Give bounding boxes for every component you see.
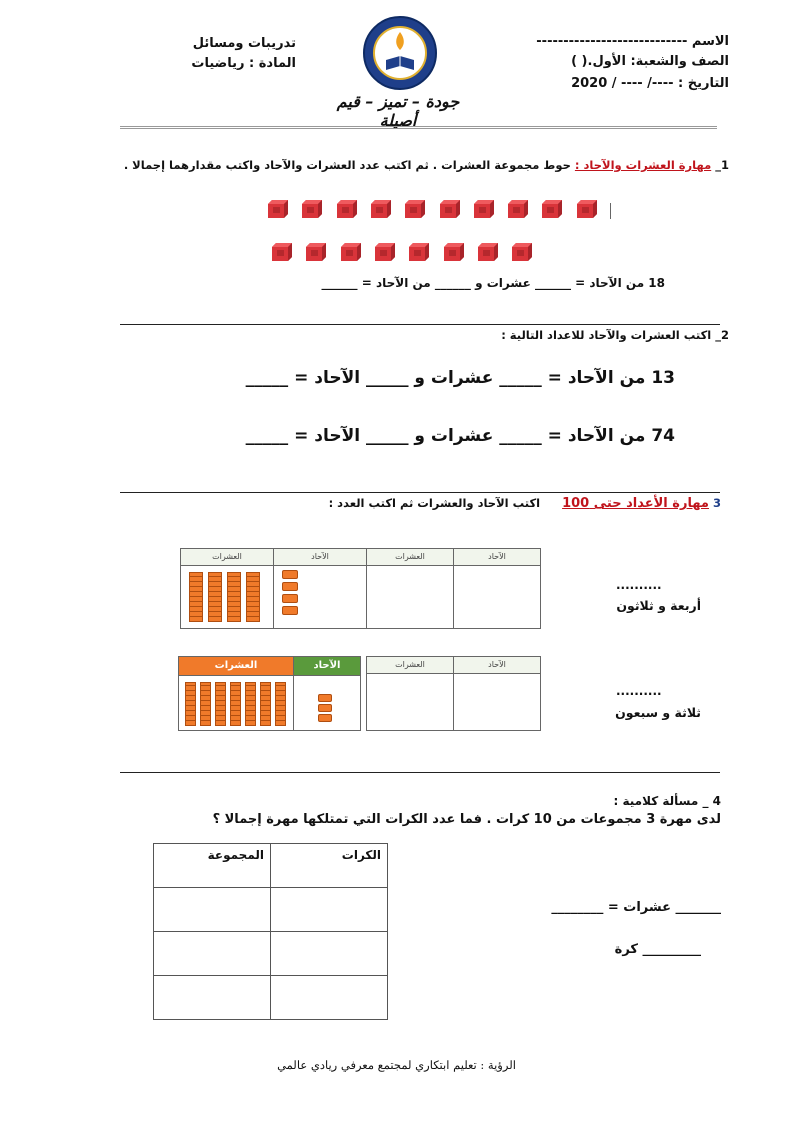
ten-rod (260, 682, 271, 726)
q3-heading (221, 496, 721, 511)
student-name-field[interactable]: الاسم ---------------------------- (536, 34, 729, 49)
q1-answer-line[interactable]: 18 من الآحاد = ______ عشرات و ______ من الآحاد = ______ (321, 276, 665, 290)
table-cell[interactable] (271, 976, 388, 1020)
class-section-field[interactable]: الصف والشعبة: الأول.( ) (571, 54, 729, 69)
q2-line-74[interactable]: 74 من الآحاد = _____ عشرات و _____ الآحاد = _____ (245, 426, 675, 446)
one-unit (282, 570, 298, 579)
header-divider (120, 126, 717, 129)
q1-skill-title: مهارة العشرات والآحاد : (574, 158, 712, 172)
ten-rod (208, 572, 222, 622)
section-divider-1 (120, 324, 720, 325)
unit-cube (438, 198, 460, 218)
ones-header: الآحاد (274, 549, 366, 565)
document-title: تدريبات ومسائل (192, 36, 296, 51)
table-cell[interactable] (271, 932, 388, 976)
school-logo (362, 14, 438, 92)
table-cell[interactable] (154, 976, 271, 1020)
unit-cube (339, 241, 361, 261)
ten-rod (245, 682, 256, 726)
q2-line-13[interactable]: 13 من الآحاد = _____ عشرات و _____ الآحاد = _____ (245, 368, 675, 388)
unit-cube (575, 198, 597, 218)
q1-heading (89, 158, 729, 172)
unit-cube (476, 241, 498, 261)
q3-skill-title: مهارة الأعداد حتى 100 (562, 496, 709, 511)
unit-cube (442, 241, 464, 261)
ten-rod (227, 572, 241, 622)
circle-marker (610, 203, 611, 219)
q3-row2-number-blank[interactable]: .......... (616, 684, 662, 698)
one-unit (318, 714, 332, 722)
table-cell[interactable] (154, 888, 271, 932)
unit-cube (373, 241, 395, 261)
section-divider-2 (120, 492, 720, 493)
q4-answer-tens[interactable]: _______ عشرات = ________ (551, 900, 721, 915)
unit-cube (403, 198, 425, 218)
ten-rod (246, 572, 260, 622)
q3-instruction: اكتب الآحاد والعشرات ثم اكتب العدد : (328, 496, 541, 510)
footer-vision: الرؤية : تعليم ابتكاري لمجتمع معرفي ريادي عالمي (277, 1058, 516, 1072)
one-unit (282, 606, 298, 615)
tens-answer-cell[interactable] (367, 674, 454, 731)
ten-rod (215, 682, 226, 726)
q3-row1-pictured-table (180, 548, 367, 629)
one-unit (282, 594, 298, 603)
unit-cube (369, 198, 391, 218)
ten-rod (275, 682, 286, 726)
unit-cube (540, 198, 562, 218)
unit-cube (304, 241, 326, 261)
ones-header: الآحاد (454, 657, 540, 673)
table-cell[interactable] (271, 888, 388, 932)
ones-header: الآحاد (294, 657, 360, 675)
unit-cube (266, 198, 288, 218)
tens-header: العشرات (367, 549, 453, 565)
q4-answer-balls[interactable]: _________ كرة (614, 942, 701, 957)
subject-label: المادة : رياضيات (191, 56, 296, 71)
unit-cube (472, 198, 494, 218)
unit-cube (510, 241, 532, 261)
q4-balls-table[interactable] (153, 843, 388, 1020)
ones-header: الآحاد (454, 549, 540, 565)
tens-header: العشرات (179, 657, 293, 675)
ten-rod (230, 682, 241, 726)
q1-instruction: حوط مجموعة العشرات . ثم اكتب عدد العشرات والآحاد واكتب مقدارهما إجمالا . (123, 158, 571, 172)
q4-heading: 4 _ مسألة كلامية : (613, 794, 721, 808)
q2-heading: 2_ اكتب العشرات والآحاد للاعداد التالية : (501, 328, 729, 342)
unit-cube (270, 241, 292, 261)
tens-header: العشرات (367, 657, 453, 673)
q4-problem: لدى مهرة 3 مجموعات من 10 كرات . فما عدد الكرات التي تمتلكها مهرة إجمالا ؟ (212, 812, 721, 827)
tens-header: العشرات (181, 549, 273, 565)
q3-row1-word: أربعة و ثلاثون (616, 598, 701, 613)
date-field[interactable]: التاريخ : ----/ ---- / 2020 (571, 76, 729, 91)
ten-rod (185, 682, 196, 726)
section-divider-3 (120, 772, 720, 773)
col-group-header: المجموعة (154, 844, 271, 888)
one-unit (318, 704, 332, 712)
q3-row2-answer-table[interactable] (366, 656, 541, 731)
unit-cube (300, 198, 322, 218)
school-motto: جودة – تميز – قيم أصيلة (336, 92, 460, 130)
unit-cube (506, 198, 528, 218)
ones-answer-cell[interactable] (454, 566, 541, 629)
q3-row2-word: ثلاثة و سبعون (615, 705, 701, 720)
tens-answer-cell[interactable] (367, 566, 454, 629)
q3-row2-pictured-table (178, 656, 361, 731)
ones-answer-cell[interactable] (454, 674, 541, 731)
q1-number: 1_ (715, 158, 729, 172)
col-balls-header: الكرات (271, 844, 388, 888)
one-unit (282, 582, 298, 591)
ten-rod (200, 682, 211, 726)
q3-row1-answer-table[interactable] (366, 548, 541, 629)
table-cell[interactable] (154, 932, 271, 976)
one-unit (318, 694, 332, 702)
q3-number: 3 (712, 496, 721, 510)
ten-rod (189, 572, 203, 622)
q3-row1-number-blank[interactable]: .......... (616, 578, 662, 592)
unit-cube (407, 241, 429, 261)
unit-cube (335, 198, 357, 218)
